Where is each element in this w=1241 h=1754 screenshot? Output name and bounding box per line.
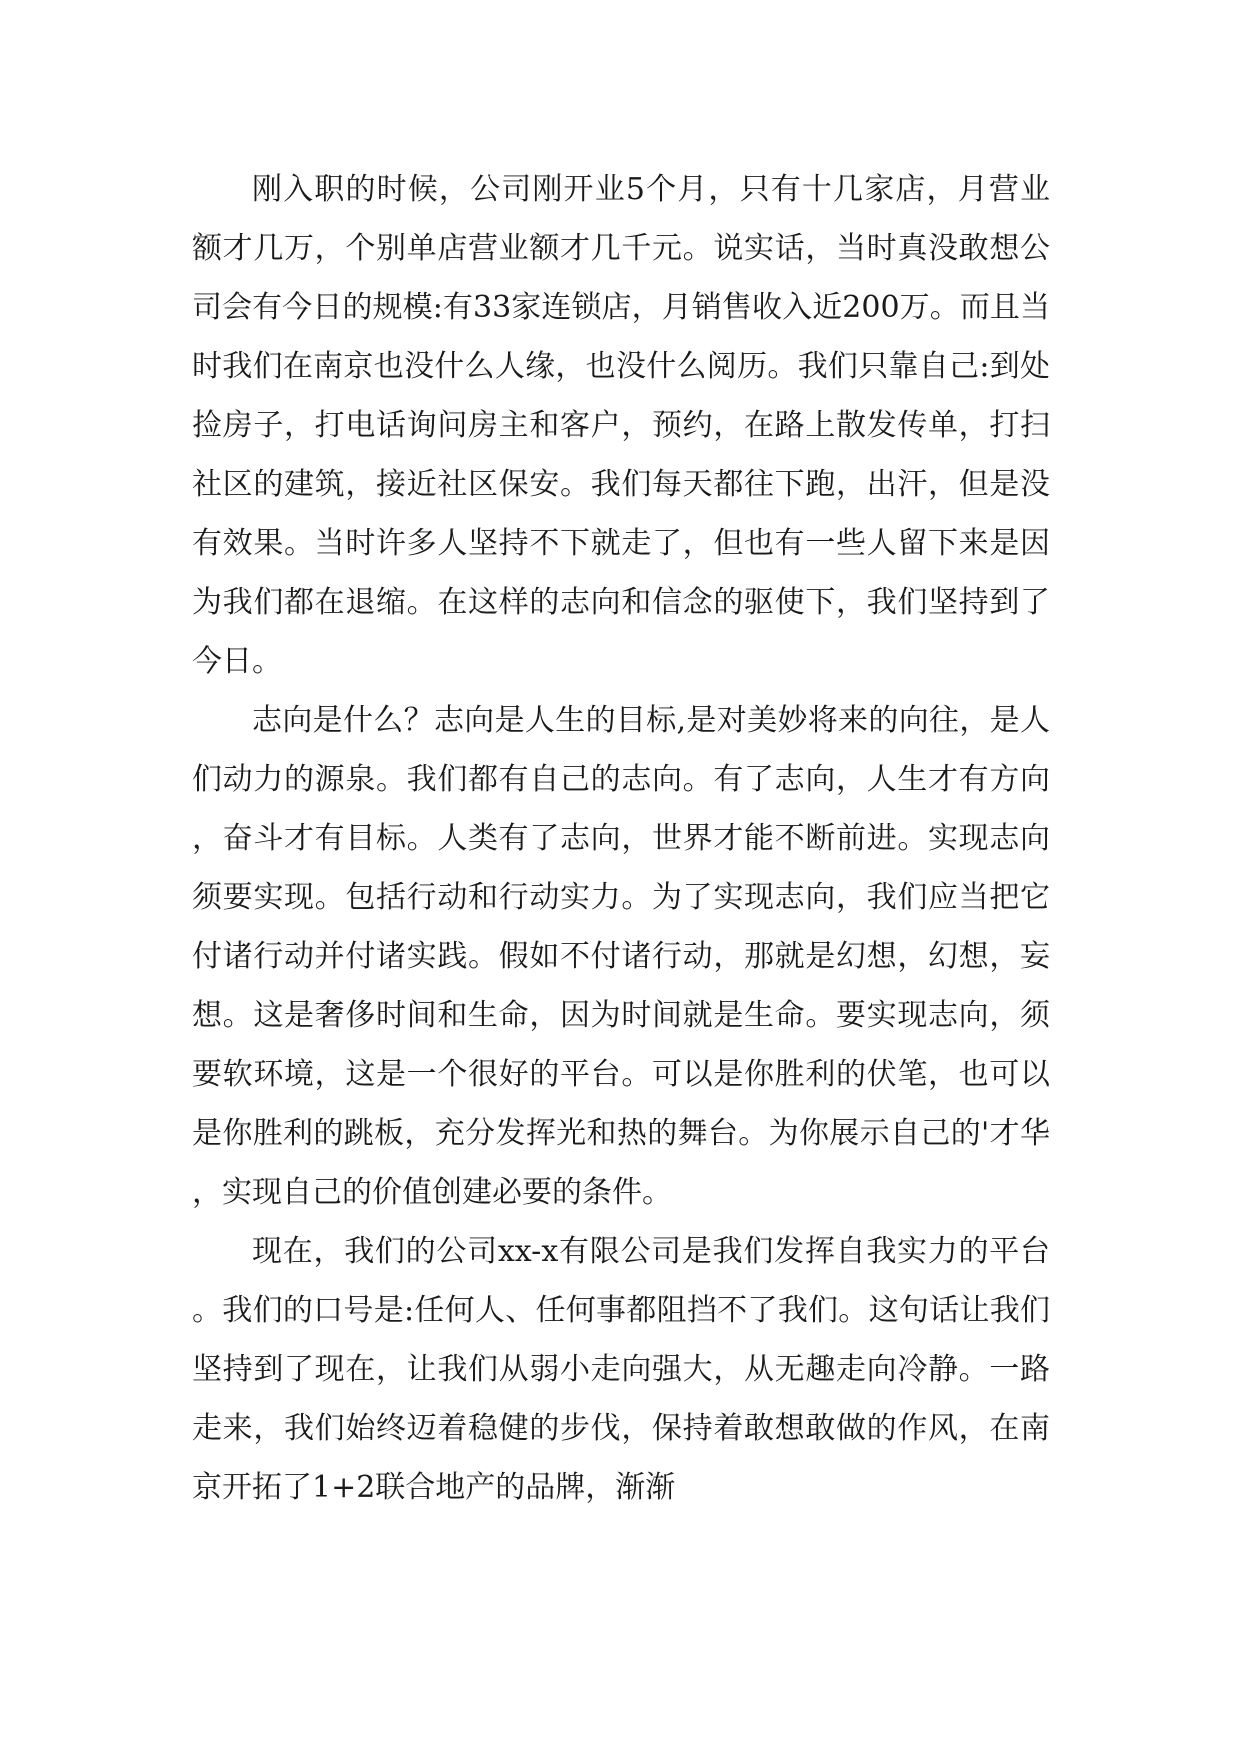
paragraph-3: 现在，我们的公司xx-x有限公司是我们发挥自我实力的平台。我们的口号是:任何人、任何事都阻挡不了我们。这句话让我们坚持到了现在，让我们从弱小走向强大，从无趣走向冷静。一路走来，我们始终迈着稳健的步伐，保持着敢想敢做的作风，在南京开拓了1+2联合地产的品牌，渐渐 (192, 1234, 1050, 1505)
document-body (192, 160, 1050, 1517)
paragraph-1: 刚入职的时候，公司刚开业5个月，只有十几家店，月营业额才几万，个别单店营业额才几千元。说实话，当时真没敢想公司会有今日的规模:有33家连锁店，月销售收入近200万。而且当时我们在南京也没什么人缘，也没什么阅历。我们只靠自己:到处捡房子，打电话询问房主和客户，预约，在路上散发传单，打扫社区的建筑，接近社区保安。我们每天都往下跑，出汗，但是没有效果。当时许多人坚持不下就走了，但也有一些人留下来是因为我们都在退缩。在这样的志向和信念的驱使下，我们坚持到了今日。 (192, 172, 1050, 679)
paragraph-2: 志向是什么？志向是人生的目标,是对美妙将来的向往，是人们动力的源泉。我们都有自己的志向。有了志向，人生才有方向，奋斗才有目标。人类有了志向，世界才能不断前进。实现志向须要实现。包括行动和行动实力。为了实现志向，我们应当把它付诸行动并付诸实践。假如不付诸行动，那就是幻想，幻想，妄想。这是奢侈时间和生命，因为时间就是生命。要实现志向，须要软环境，这是一个很好的平台。可以是你胜利的伏笔，也可以是你胜利的跳板，充分发挥光和热的舞台。为你展示自己的'才华，实现自己的价值创建必要的条件。 (192, 703, 1050, 1210)
